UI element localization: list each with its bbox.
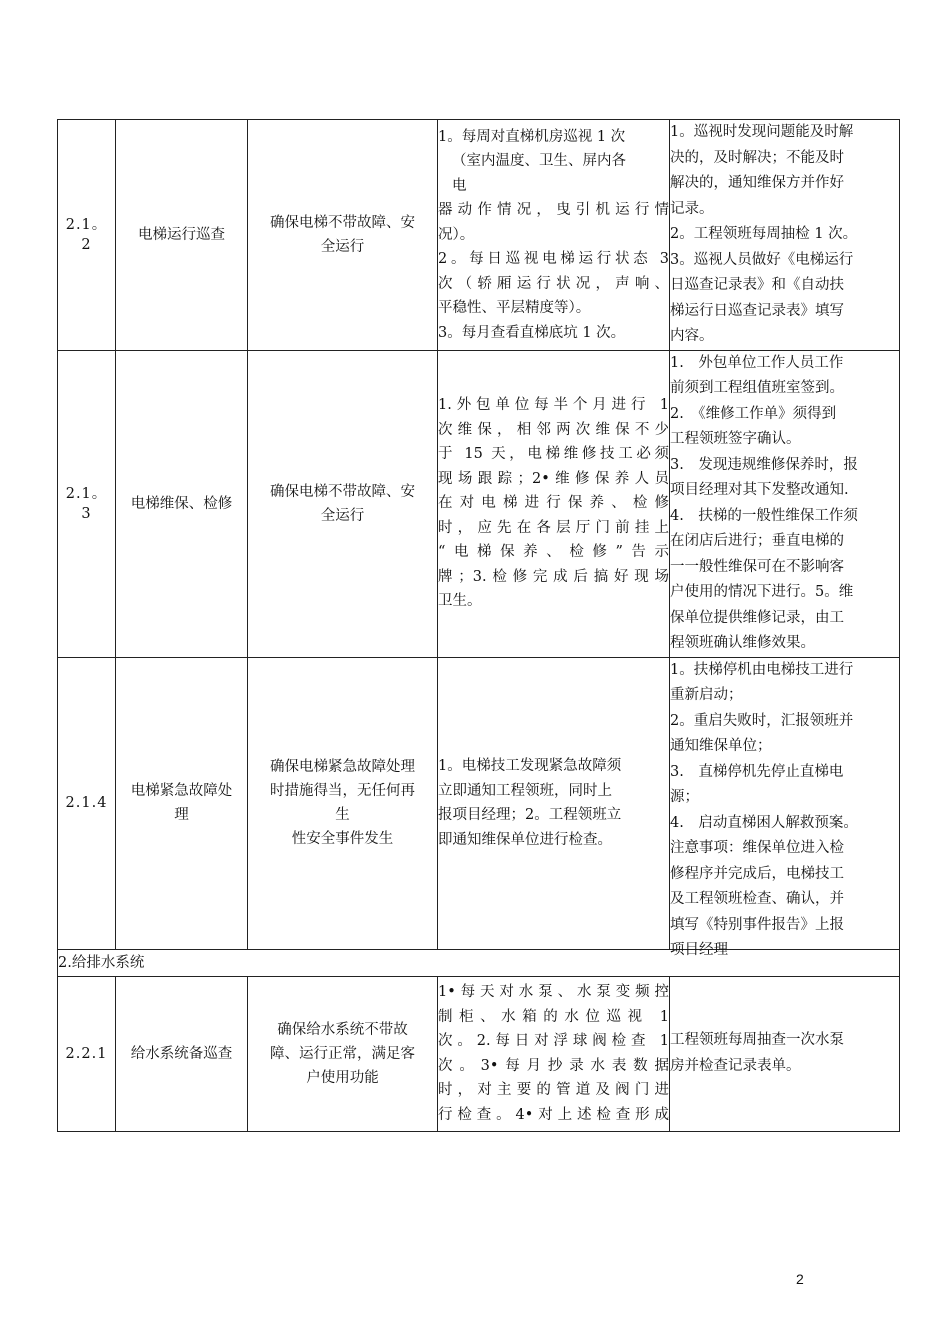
item-goal: 确保电梯不带故障、安 全运行 (248, 350, 438, 657)
check-clip: 1。扶梯停机由电梯技工进行 重新启动； 2。重启失败时，汇报领班并 通知维保单位； 3. 直梯停机先停止直梯电 源； 4. 启动直梯困人解救预案。 注意事项：维保单位进入检 修程序并完成后，电梯技工 及工程领班检查、确认，并 填写《特别事件报告》上报 项目经理 (670, 661, 858, 958)
item-goal: 确保给水系统不带故 障、运行正常，满足客 户使用功能 (248, 976, 438, 1131)
item-goal: 确保电梯不带故障、安 全运行 (248, 120, 438, 351)
item-goal: 确保电梯紧急故障处理 时措施得当，无任何再 生 性安全事件发生 (248, 657, 438, 949)
item-standard: 1。电梯技工发现紧急故障须 立即通知工程领班，同时上 报项目经理；2。工程领班立 即通知维保单位进行检查。 (438, 657, 670, 949)
section-row (58, 949, 900, 976)
inspection-table (57, 119, 900, 1132)
item-standard: 1。每周对直梯机房巡视 1 次 （室内温度、卫生、屏内各 电 器动作情况，曳引机运行情 况）。 2。每日巡视电梯运行状态 3 次（轿厢运行状况，声响、 平稳性、平层精度等）。 3。每月查看直梯底坑 1 次。 (438, 120, 670, 351)
item-check: 1。巡视时发现问题能及时解 决的，及时解决；不能及时 解决的，通知维保方并作好 记录。 2。工程领班每周抽检 1 次。 3。巡视人员做好《电梯运行 日巡查记录表》和《自动扶 梯运行日巡查记录表》填写 内容。 (670, 120, 900, 351)
item-check (670, 657, 900, 958)
item-check: 1. 外包单位工作人员工作 前须到工程组值班室签到。 2. 《维修工作单》须得到 工程领班签字确认。 3. 发现违规维修保养时，报 项目经理对其下发整改通知. 4. 扶梯的一般性维保工作须 在闭店后进行；垂直电梯的 一一般性维保可在不影响客 户使用的情况下进行。5。维 保单位提供维修记录，由工 程领班确认维修效果。 (670, 350, 900, 657)
item-name: 给水系统备巡查 (116, 976, 248, 1131)
item-name: 电梯维保、检修 (116, 350, 248, 657)
item-standard: 1•每天对水泵、水泵变频控 制柜、水箱的水位巡视 1 次。2.每日对浮球阀检查 1 次。3•每月抄录水表数据 时，对主要的管道及阀门进 行检查。4•对上述检查形成 (438, 976, 670, 1131)
item-number: 2.1。 2 (58, 120, 116, 351)
page-number: 2 (796, 1271, 804, 1287)
item-name: 电梯运行巡查 (116, 120, 248, 351)
item-number: 2.1。 3 (58, 350, 116, 657)
section-title: 2.给排水系统 (58, 949, 900, 976)
table-row (58, 120, 900, 351)
table-row (58, 657, 900, 949)
item-name: 电梯紧急故障处 理 (116, 657, 248, 949)
item-number: 2.2.1 (58, 976, 116, 1131)
table-row (58, 976, 900, 1131)
item-standard: 1.外包单位每半个月进行 1 次维保，相邻两次维保不少 于 15 天，电梯维修技工必须 现场跟踪；2•维修保养人员 在对电梯进行保养、检修 时，应先在各层厅门前挂上 “电梯保养、检修”告示 牌；3.检修完成后搞好现场 卫生。 (438, 350, 670, 657)
item-check: 工程领班每周抽查一次水泵 房并检查记录表单。 (670, 976, 900, 1131)
item-number: 2.1.4 (58, 657, 116, 949)
table-row (58, 350, 900, 657)
